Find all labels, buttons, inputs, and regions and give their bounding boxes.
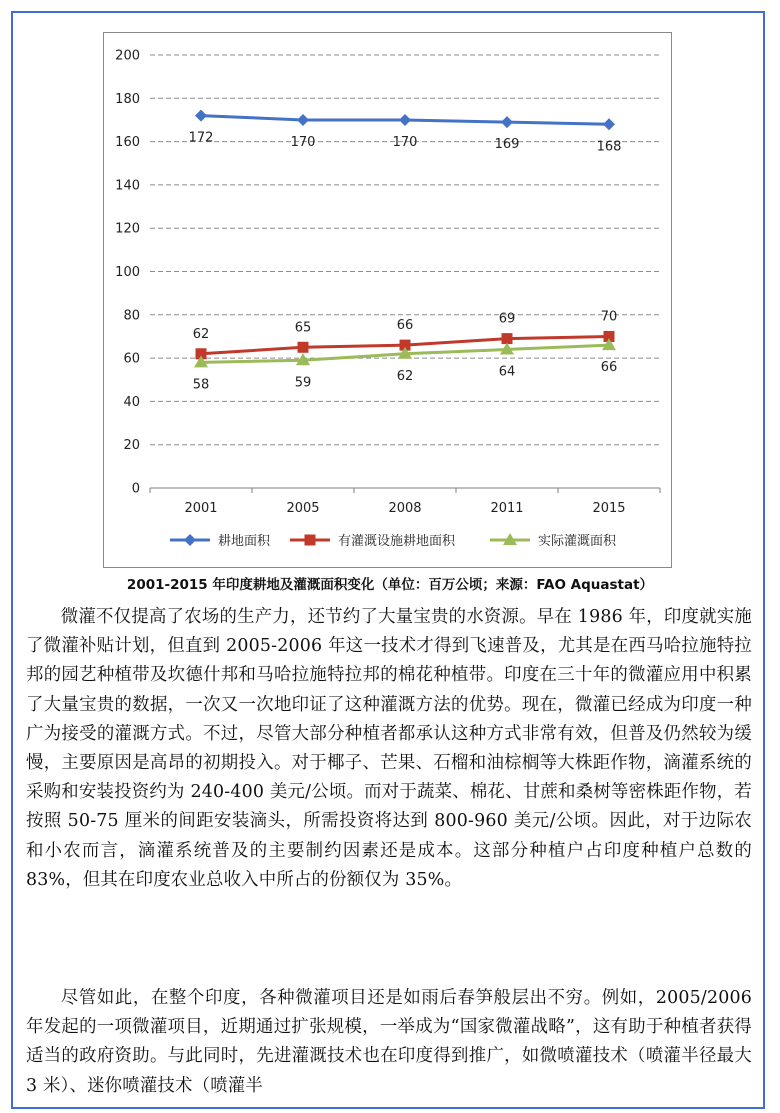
data-point	[298, 342, 309, 353]
data-label: 168	[596, 139, 622, 155]
y-tick-label: 200	[115, 48, 140, 64]
y-tick-label: 40	[123, 394, 140, 410]
x-tick-label: 2005	[286, 501, 320, 516]
legend-label: 实际灌溉面积	[538, 534, 617, 549]
data-label: 59	[294, 375, 312, 391]
data-label: 66	[600, 360, 618, 376]
data-label: 66	[396, 318, 414, 334]
data-label: 169	[494, 137, 520, 153]
y-tick-label: 160	[115, 135, 140, 151]
y-tick-label: 20	[123, 438, 140, 454]
y-tick-label: 60	[123, 351, 140, 367]
paragraph-text: 尽管如此，在整个印度，各种微灌项目还是如雨后春笋般层出不穷。例如，2005/2006 年发起的一项微灌项目，近期通过扩张规模，一举成为“国家微灌战略”，这有助于种植者获得适当的政府资助。与此同时，先进灌溉技术也在印度得到推广，如微喷灌技术（喷灌半径最大 3 米）、迷你喷灌技术（喷灌半	[26, 988, 752, 1096]
y-tick-label: 100	[115, 265, 140, 280]
y-tick-label: 80	[123, 308, 140, 324]
data-label: 70	[600, 309, 618, 325]
data-label: 62	[396, 368, 414, 384]
data-point	[399, 114, 411, 126]
chart-caption: 2001-2015 年印度耕地及灌溉面积变化（单位：百万公顷；来源：FAO Aquastat）	[126, 577, 654, 593]
y-tick-label: 140	[115, 178, 140, 194]
line-chart	[104, 33, 671, 567]
data-label: 62	[192, 326, 210, 342]
x-tick-label: 2011	[490, 501, 524, 516]
data-label: 64	[498, 364, 516, 380]
data-point	[184, 534, 196, 546]
data-label: 69	[498, 311, 516, 327]
data-label: 58	[192, 377, 210, 393]
data-label: 170	[392, 134, 418, 150]
body-paragraph-1	[26, 603, 752, 895]
data-label: 170	[290, 134, 316, 150]
chart-container	[103, 32, 672, 568]
paragraph-text: 微灌不仅提高了农场的生产力，还节约了大量宝贵的水资源。早在 1986 年，印度就实施了微灌补贴计划，但直到 2005-2006 年这一技术才得到飞速普及，尤其是在西马哈拉施特拉邦的园艺种植带及坎德什邦和马哈拉施特拉邦的棉花种植带。印度在三十年的微灌应用中积累了大量宝贵的数据，一次又一次地印证了这种灌溉方法的优势。现在，微灌已经成为印度一种广为接受的灌溉方式。不过，尽管大部分种植者都承认这种方式非常有效，但普及仍然较为缓慢，主要原因是高昂的初期投入。对于椰子、芒果、石榴和油棕榈等大株距作物，滴灌系统的采购和安装投资约为 240-400 美元/公顷。而对于蔬菜、棉花、甘蔗和桑树等密株距作物，若按照 50-75 厘米的间距安装滴头，所需投资将达到 800-960 美元/公顷。因此，对于边际农和小农而言，滴灌系统普及的主要制约因素还是成本。这部分种植户占印度种植户总数的 83%，但其在印度农业总收入中所占的份额仅为 35%。	[26, 607, 752, 890]
y-tick-label: 120	[115, 221, 140, 237]
data-point	[195, 110, 207, 122]
data-point	[603, 118, 615, 130]
legend-label: 有灌溉设施耕地面积	[338, 534, 456, 549]
data-point	[305, 535, 316, 546]
x-tick-label: 2001	[184, 501, 218, 516]
x-tick-label: 2015	[592, 501, 626, 516]
x-tick-label: 2008	[388, 501, 422, 516]
legend-label: 耕地面积	[218, 534, 271, 549]
body-paragraph-2	[26, 984, 752, 1101]
data-label: 172	[188, 130, 214, 146]
y-tick-label: 0	[131, 481, 140, 497]
data-point	[297, 114, 309, 126]
data-label: 65	[294, 320, 312, 336]
y-tick-label: 180	[115, 91, 140, 107]
data-point	[501, 116, 513, 128]
